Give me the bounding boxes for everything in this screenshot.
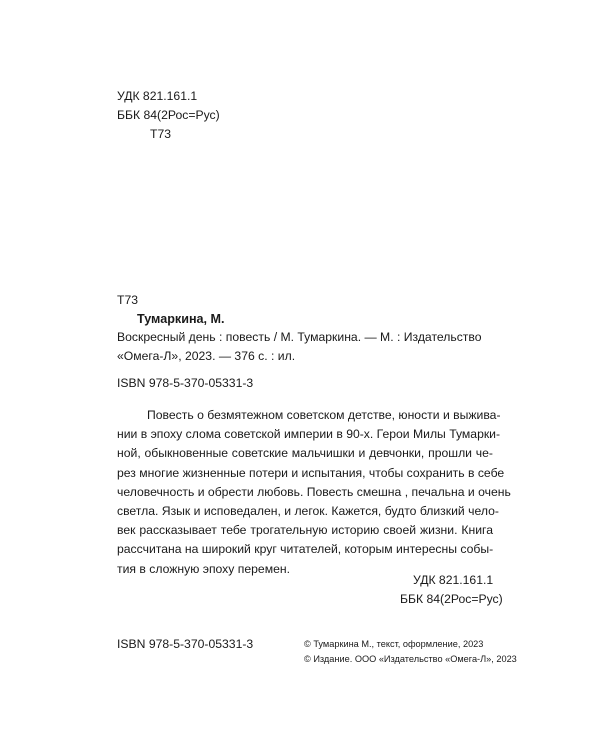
title-line-2: «Омега-Л», 2023. — 376 с. : ил. [117, 349, 296, 363]
udk-code-top: УДК 821.161.1 [117, 89, 198, 103]
annotation-line: нии в эпоху слома советской империи в 90-х. Герои Милы Тумарки- [117, 427, 501, 442]
annotation-line: светла. Язык и исповедален, и легок. Кажется, будто близкий чело- [117, 504, 499, 519]
annotation-line: тия в сложную эпоху перемен. [117, 561, 290, 576]
copyright-publisher: © Издание. ООО «Издательство «Омега-Л», 2023 [304, 654, 517, 664]
title-line-1 [117, 330, 493, 344]
udk-code-bottom: УДК 821.161.1 [413, 573, 494, 587]
isbn-footer: ISBN 978-5-370-05331-3 [117, 637, 254, 651]
title-text: Воскресный день : повесть / М. Тумаркина. — М. : Издательство [117, 330, 482, 344]
annotation-line: рез многие жизненные потери и испытания, чтобы сохранить в себе [117, 465, 505, 480]
annotation-line: человечность и обрести любовь. Повесть смешна , печальна и очень [117, 484, 511, 499]
annotation-line: Повесть о безмятежном советском детстве, юности и выжива- [147, 408, 501, 422]
bbk-code-top: ББК 84(2Рос=Рус) [117, 108, 220, 122]
annotation-line: рассчитана на широкий круг читателей, которым интересны собы- [117, 542, 494, 557]
annotation-paragraph [117, 406, 511, 579]
bbk-code-bottom: ББК 84(2Рос=Рус) [400, 592, 503, 606]
author-name: Тумаркина, М. [137, 312, 225, 326]
annotation-line: ной, обыкновенные советские мальчишки и девчонки, прошли че- [117, 446, 493, 461]
annotation-line: век рассказывает тебе трогательную историю своей жизни. Книга [117, 523, 493, 538]
author-sign: Т73 [117, 293, 139, 307]
copyright-text: © Тумаркина М., текст, оформление, 2023 [304, 639, 484, 649]
author-sign-top: Т73 [150, 127, 172, 141]
isbn-catalog: ISBN 978-5-370-05331-3 [117, 376, 254, 390]
